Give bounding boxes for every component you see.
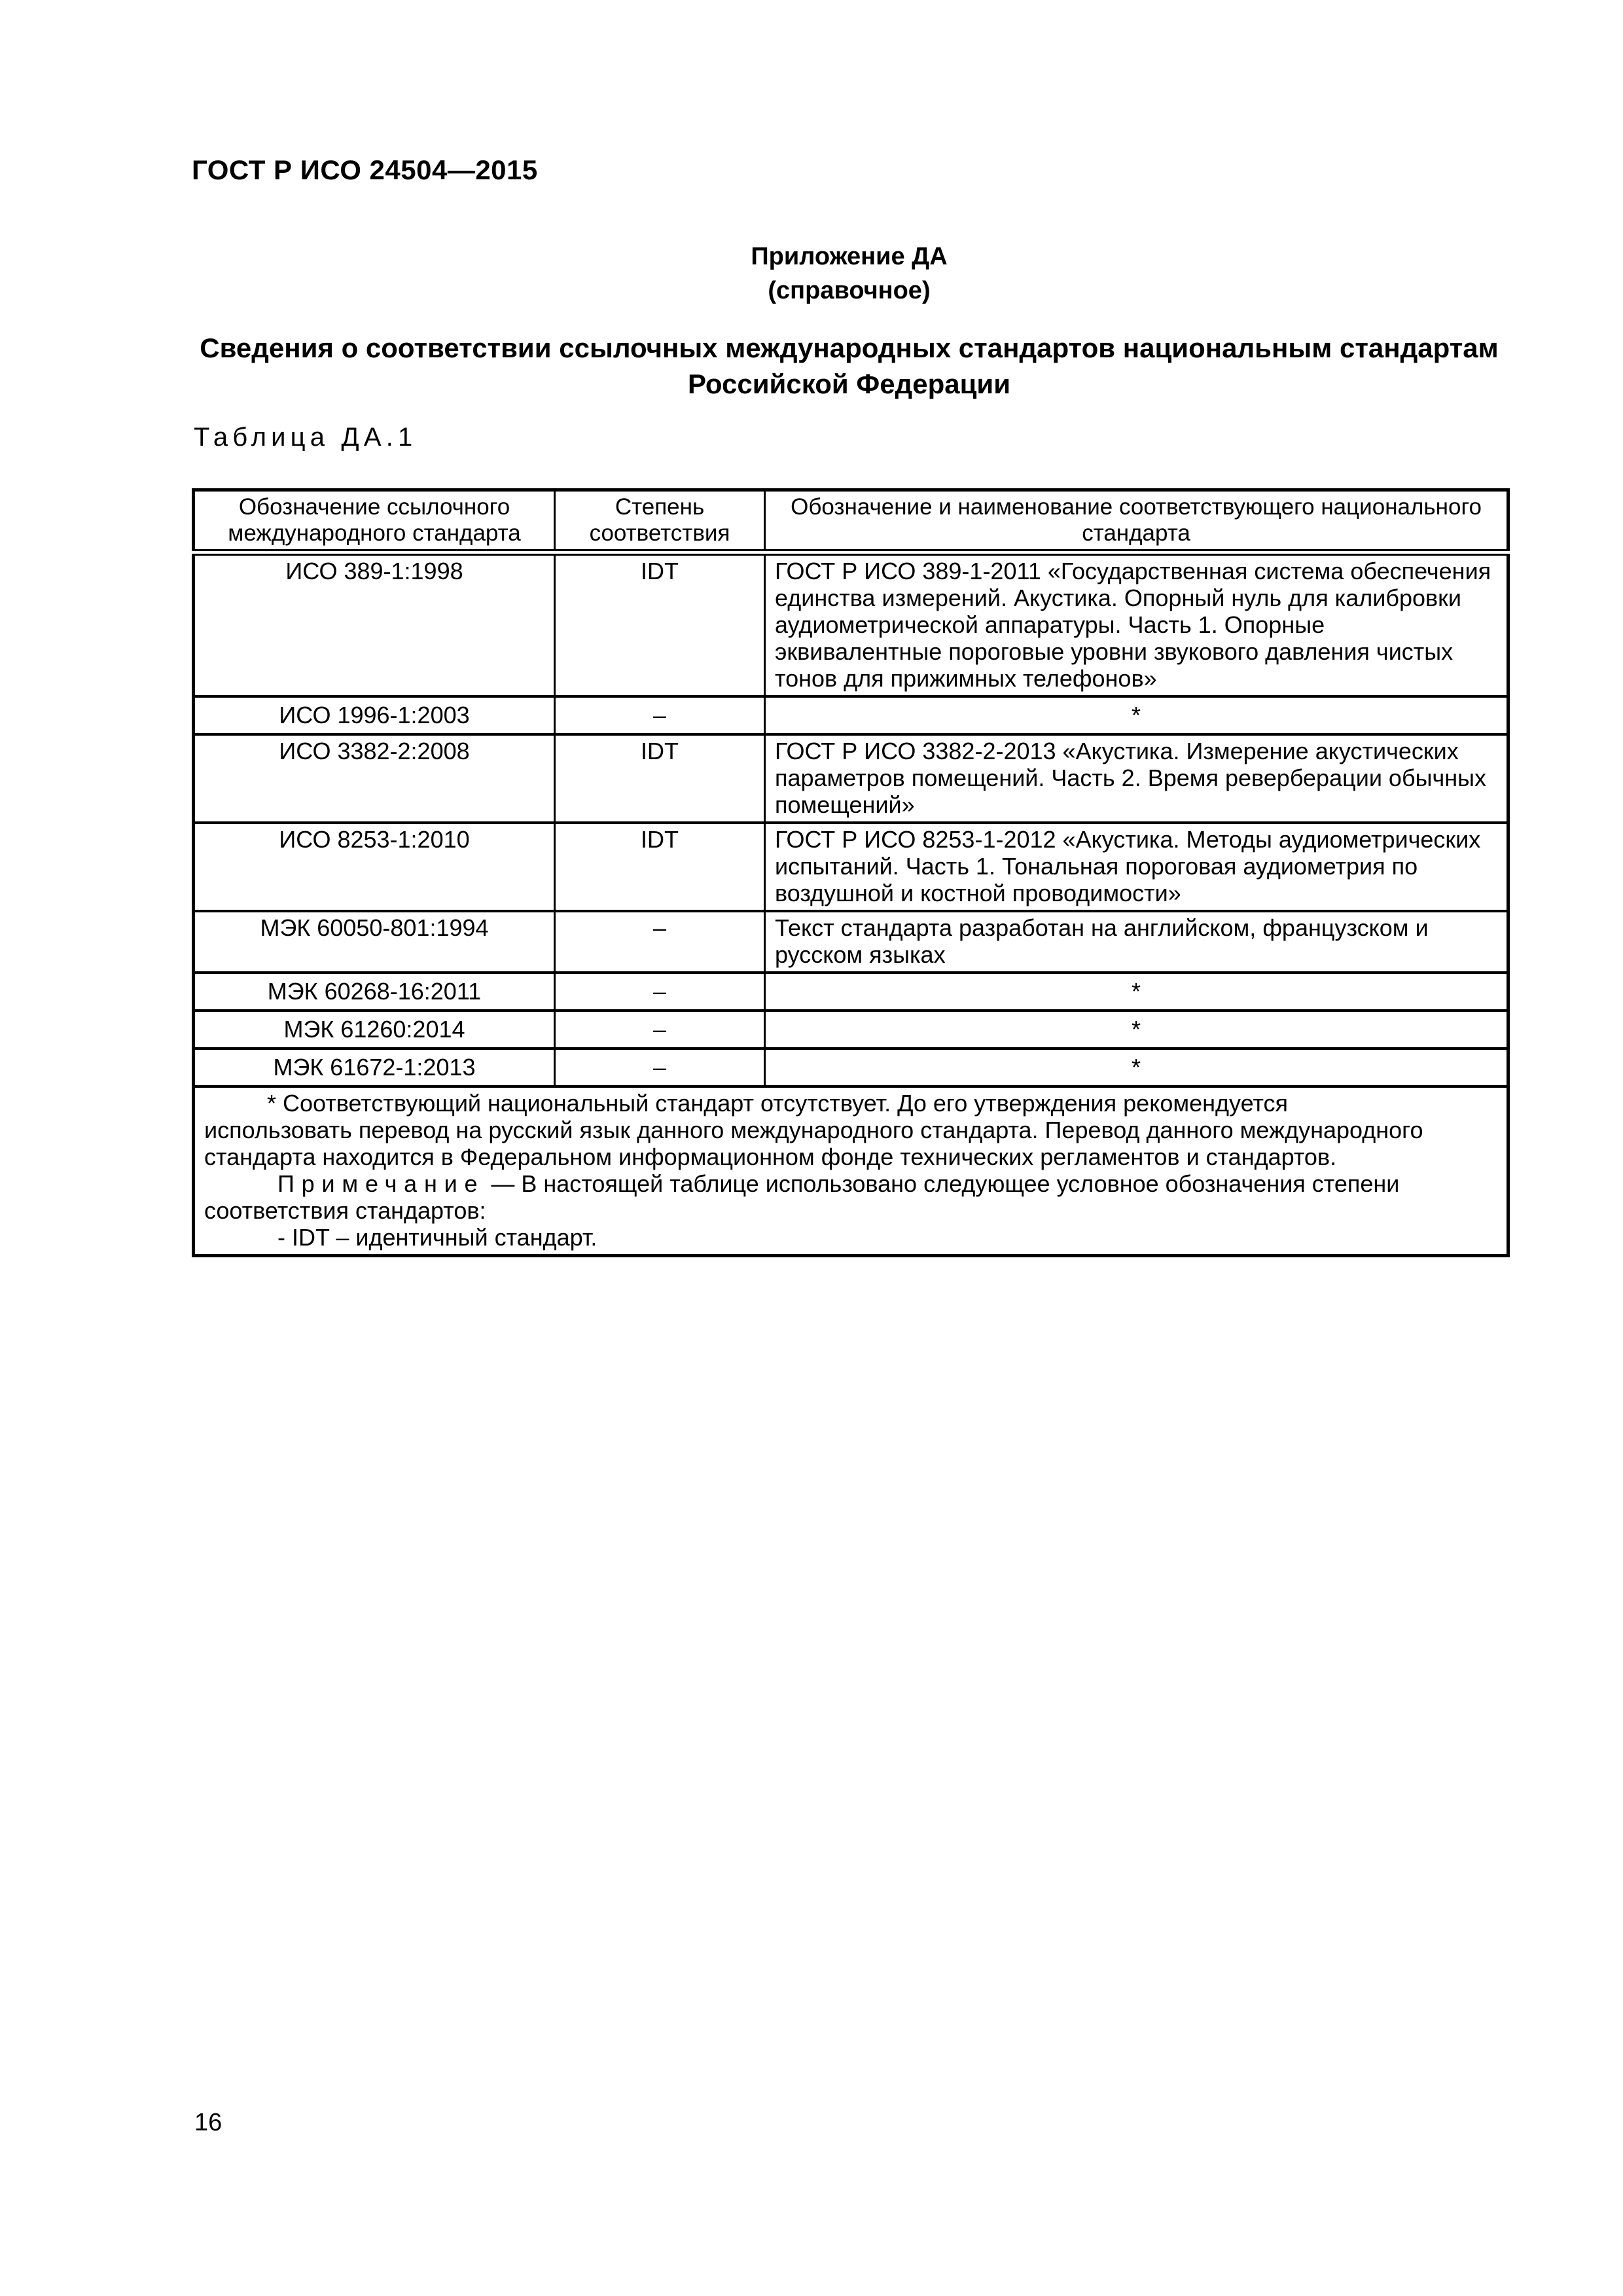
page-number: 16 (194, 2109, 223, 2136)
table-row (194, 552, 1508, 696)
national-standard: * (765, 1049, 1508, 1086)
ref-standard: МЭК 61260:2014 (194, 1011, 555, 1049)
ref-standard: МЭК 61672-1:2013 (194, 1049, 555, 1086)
column-header-national: Обозначение и наименование соответствующего национального стандарта (765, 490, 1508, 553)
annex-heading (192, 240, 1507, 308)
national-standard: Текст стандарта разработан на английском, французском и русском языках (765, 911, 1508, 973)
degree: IDT (555, 552, 765, 696)
degree: IDT (555, 823, 765, 911)
table-row (194, 911, 1508, 973)
annex-title: Сведения о соответствии ссылочных международных стандартов национальным стандартам Российской Федерации (200, 332, 1499, 399)
table-row (194, 823, 1508, 911)
table-footnote (194, 1086, 1508, 1256)
ref-standard: МЭК 60050-801:1994 (194, 911, 555, 973)
table-footnote-row (194, 1086, 1508, 1256)
doc-code: ГОСТ Р ИСО 24504—2015 (192, 154, 538, 185)
table-row (194, 734, 1508, 823)
correspondence-table (192, 488, 1510, 1257)
footnote-asterisk-text: * Соответствующий национальный стандарт отсутствует. До его утверждения рекомендуется использовать перевод на русский язык данного международного стандарта. Перевод данного международного стандарта находится в Федеральном информационном фонде технических регламентов и стандартов. (204, 1090, 1423, 1170)
national-standard: * (765, 1011, 1508, 1049)
degree: – (555, 696, 765, 734)
note-label: Примечание (277, 1170, 485, 1197)
table-header-row (194, 490, 1508, 553)
degree: – (555, 911, 765, 973)
table-row (194, 1049, 1508, 1086)
annex-label: Приложение ДА (751, 243, 948, 270)
annex-kind: (справочное) (768, 277, 931, 304)
ref-standard: ИСО 3382-2:2008 (194, 734, 555, 823)
national-standard: ГОСТ Р ИСО 389-1-2011 «Государственная система обеспечения единства измерений. Акустика. Опорный нуль для калибровки аудиометрической аппаратуры. Часть 1. Опорные эквивалентные пороговые уровни звукового давления чистых тонов для прижимных телефонов» (765, 552, 1508, 696)
footnote-note (204, 1170, 1497, 1224)
national-standard: * (765, 696, 1508, 734)
column-header-reference: Обозначение ссылочного международного стандарта (194, 490, 555, 553)
table-row (194, 1011, 1508, 1049)
national-standard: * (765, 973, 1508, 1011)
national-standard: ГОСТ Р ИСО 3382-2-2013 «Акустика. Измерение акустических параметров помещений. Часть 2. Время реверберации обычных помещений» (765, 734, 1508, 823)
table-row (194, 696, 1508, 734)
degree: IDT (555, 734, 765, 823)
ref-standard: ИСО 1996-1:2003 (194, 696, 555, 734)
degree: – (555, 973, 765, 1011)
column-header-degree: Степень соответствия (555, 490, 765, 553)
national-standard: ГОСТ Р ИСО 8253-1-2012 «Акустика. Методы аудиометрических испытаний. Часть 1. Тональная пороговая аудиометрия по воздушной и костной проводимости» (765, 823, 1508, 911)
table-row (194, 973, 1508, 1011)
ref-standard: ИСО 8253-1:2010 (194, 823, 555, 911)
degree: – (555, 1011, 765, 1049)
table-caption: Таблица ДА.1 (194, 423, 418, 452)
degree: – (555, 1049, 765, 1086)
footnote-idt-line: - IDT – идентичный стандарт. (277, 1224, 597, 1251)
ref-standard: ИСО 389-1:1998 (194, 552, 555, 696)
note-text: — В настоящей таблице использовано следующее условное обозначения степени соответствия стандартов: (204, 1170, 1400, 1224)
ref-standard: МЭК 60268-16:2011 (194, 973, 555, 1011)
